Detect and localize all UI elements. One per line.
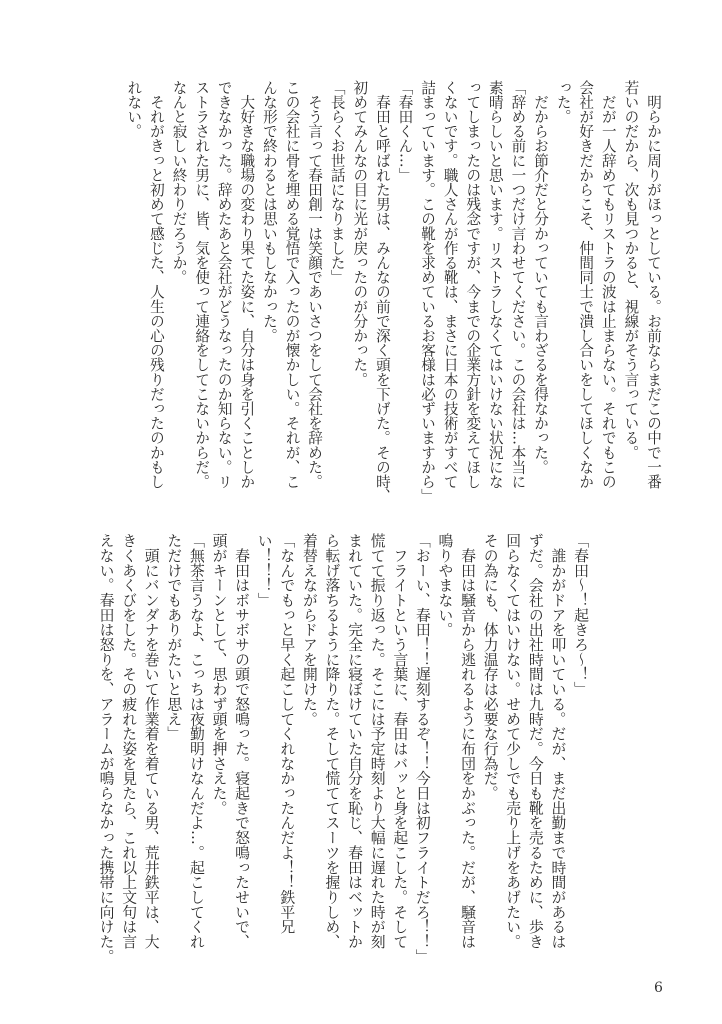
page-number: 6 [654,980,663,996]
text-line: 明らかに周りがほっとしている。お前ならまだこの中で一番 [645,80,662,489]
text-line: まれていた。完全に寝ぼけていた自分を恥じ、春田はベットか [346,533,365,949]
text-line: 若いのだから、次も見つかると、視線がそう言っている。 [622,80,640,460]
text-line: 「春田〜！起きろ〜！」 [572,533,590,697]
text-line: 会社が好きだからこそ、仲間同士で潰し合いをしてほしくなか [577,80,595,489]
text-line: 「春田くん…」 [396,80,414,183]
text-line: 素晴らしいと思います。リストラしなくてはいけない状況にな [486,80,504,489]
text-line: きくあくびをした。その疲れた姿を見たら、これ以上文句は言 [120,533,139,949]
text-block-bottom [95,533,592,964]
text-line: んな形で終わるとは思いもしなかった。 [260,80,278,343]
text-line: 着替えながらドアを開けた。 [300,533,319,727]
text-line: 大好きな職場の変わり果てた姿に、自分は身を引くことしか [238,80,256,489]
text-line: フライトという言葉に、春田はバッと身を起こした。そして [391,533,410,949]
text-line: 頭がキーンとして、思わず頭を押さえた。 [210,533,229,816]
text-line: 初めてみんなの目に光が戻ったのが分かった。 [351,80,369,387]
text-line: くないです。職人さんが作る靴は、まさに日本の技術がすべて [441,80,459,489]
text-line: 慌てて振り返った。そこには予定時刻より大幅に遅れた時が刻 [368,533,387,949]
text-line: ただけでもありがたいと思え」 [165,533,184,741]
text-line: この会社に骨を埋める覚悟で入ったのが懐かしい。それが、こ [283,80,301,489]
text-line: 春田と呼ばれた男は、みんなの前で深く頭を下げた。その時、 [373,80,391,504]
text-line: 「おーい、春田！！遅刻するぞ！！今日は初フライトだろ！！」 [413,533,432,964]
text-line: だからお節介だと分かっていても言わざるを得なかった。 [532,80,550,475]
text-line: 頭にバンダナを巻いて作業着を着ている男、荒井鉄平は、大 [142,533,161,949]
text-line: えない。春田は怒りを、アラームが鳴らなかった携帯に向けた。 [97,533,116,964]
text-line: った。 [554,80,572,124]
text-line: 「辞める前に一つだけ言わせてください。この会社は…本当に [509,80,527,489]
text-line: 鳴りやまない。 [436,533,455,637]
text-line: そう言って春田創一は笑顔であいさつをして会社を辞めた。 [306,80,324,489]
text-line: ずだ。会社の出社時間は九時だ。今日も靴を売るために、歩き [526,533,545,949]
text-line: なんと寂しい終わりだろうか。 [170,80,188,285]
text-line: それがきっと初めて感じた、人生の心の残りだったのかもし [147,80,165,489]
text-block-top [122,80,664,504]
text-line: 誰かがドアを叩いている。だが、まだ出勤まで時間があるは [549,533,568,949]
text-line: その為にも、体力温存は必要な行為だ。 [481,533,500,801]
text-line: 回らなくてはいけない。せめて少しでも売り上げをあげたい。 [504,533,523,949]
text-line: れない。 [125,80,143,139]
text-line: 「なんでもっと早く起こしてくれなかったんだよ！！鉄平兄 [278,533,297,934]
text-line: 春田はボサボサの頭で怒鳴った。寝起きで怒鳴ったせいで、 [233,533,252,949]
text-line: 「長らくお世話になりました」 [328,80,346,285]
text-line: 詰まっています。この靴を求めているお客様は必ずいますから」 [419,80,437,504]
text-line: ら転げ落ちるように降りた。そして慌ててスーツを握りしめ、 [323,533,342,949]
text-line: 春田は騒音から逃れるように布団をかぶった。だが、騒音は [459,533,478,949]
text-line: 「無茶言うなよ、こっちは夜勤明けなんだよ…。起こしてくれ [187,533,206,949]
text-line: できなかった。辞めたあと会社がどうなったのか知らない。リ [215,80,233,489]
text-line: ストラされた男に、皆、気を使って連絡をしてこないからだ。 [193,80,211,489]
text-line: ってしまったのは残念ですが、今までの企業方針を変えてほし [464,80,482,489]
text-line: だが一人辞めてもリストラの波は止まらない。それでもこの [599,80,617,489]
text-line: い！！！」 [255,533,274,608]
